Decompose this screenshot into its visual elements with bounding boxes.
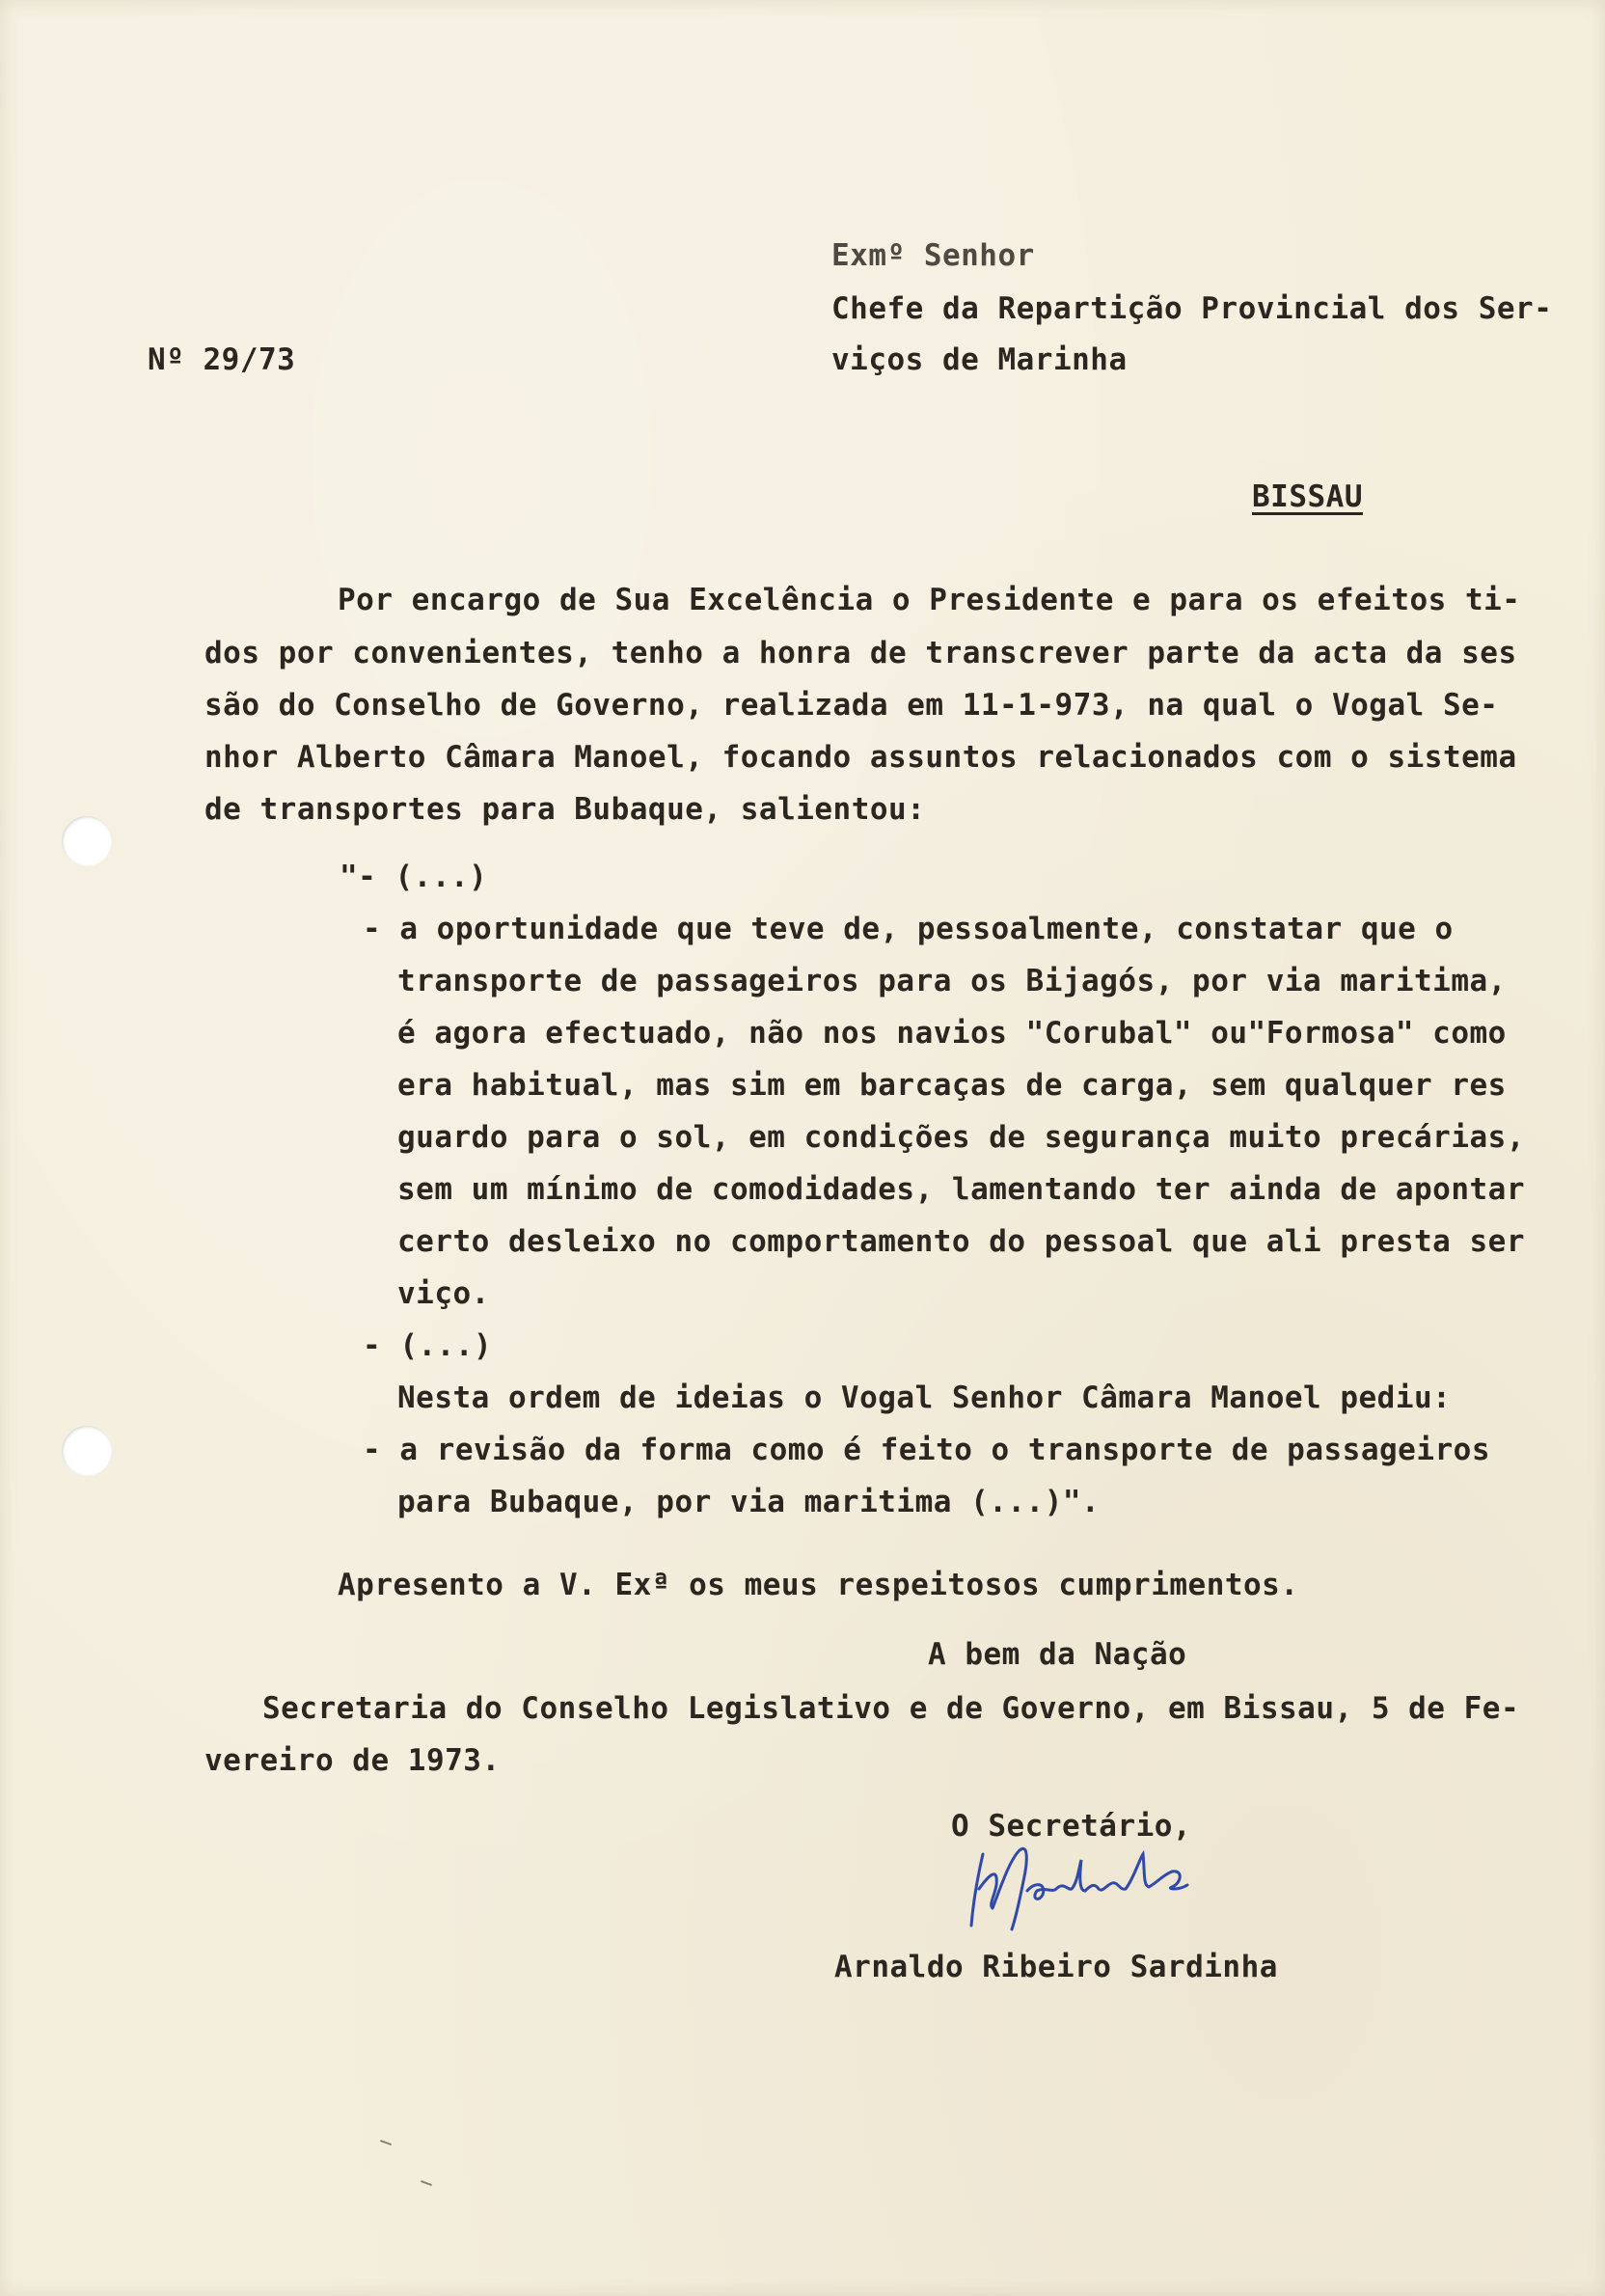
body-line: nhor Alberto Câmara Manoel, focando assuntos relacionados com o sistema bbox=[204, 740, 1517, 775]
motto: A bem da Nação bbox=[928, 1637, 1187, 1672]
reference-number: Nº 29/73 bbox=[148, 342, 296, 377]
signatory-title: O Secretário, bbox=[951, 1809, 1192, 1844]
request-line: - a revisão da forma como é feito o transporte de passageiros bbox=[363, 1433, 1490, 1467]
addressee-city: BISSAU bbox=[1252, 479, 1363, 514]
paper-speck bbox=[380, 2140, 392, 2146]
body-line: Por encargo de Sua Excelência o Presidente e para os efeitos ti- bbox=[338, 583, 1521, 617]
quote-open: "- (...) bbox=[340, 860, 488, 894]
quote-item-line: é agora efectuado, não nos navios "Corubal" ou"Formosa" como bbox=[397, 1016, 1507, 1051]
quote-item-line: certo desleixo no comportamento do pessoal que ali presta ser bbox=[397, 1224, 1525, 1259]
request-line: para Bubaque, por via maritima (...)". bbox=[397, 1485, 1101, 1519]
place-date-line: Secretaria do Conselho Legislativo e de Governo, em Bissau, 5 de Fe- bbox=[262, 1691, 1520, 1726]
quote-item-line: era habitual, mas sim em barcaças de carga, sem qualquer res bbox=[397, 1068, 1507, 1103]
quote-item-line: sem um mínimo de comodidades, lamentando ter ainda de apontar bbox=[397, 1172, 1525, 1207]
body-line: são do Conselho de Governo, realizada em 11-1-973, na qual o Vogal Se- bbox=[204, 688, 1499, 723]
paper-speck bbox=[421, 2180, 432, 2186]
request-intro: Nesta ordem de ideias o Vogal Senhor Câmara Manoel pediu: bbox=[397, 1380, 1452, 1415]
punch-hole-lower bbox=[62, 1426, 112, 1476]
quote-item-line: viço. bbox=[397, 1276, 490, 1311]
quote-item-line: - a oportunidade que teve de, pessoalmente, constatar que o bbox=[363, 912, 1454, 946]
place-date-line: vereiro de 1973. bbox=[204, 1743, 501, 1778]
body-line: dos por convenientes, tenho a honra de transcrever parte da acta da ses bbox=[204, 636, 1517, 670]
closing-line: Apresento a V. Exª os meus respeitosos cumprimentos. bbox=[338, 1568, 1299, 1602]
salutation: Exmº Senhor bbox=[831, 238, 1035, 273]
quote-ellipsis: - (...) bbox=[363, 1328, 493, 1363]
addressee-line-1: Chefe da Repartição Provincial dos Ser- bbox=[831, 291, 1553, 326]
addressee-line-2: viços de Marinha bbox=[831, 342, 1128, 377]
punch-hole-upper bbox=[62, 816, 112, 866]
quote-item-line: transporte de passageiros para os Bijagós, por via maritima, bbox=[397, 964, 1507, 998]
handwritten-signature bbox=[960, 1833, 1211, 1939]
quote-item-line: guardo para o sol, em condições de segurança muito precárias, bbox=[397, 1120, 1525, 1155]
signatory-name: Arnaldo Ribeiro Sardinha bbox=[834, 1950, 1278, 1984]
body-line: de transportes para Bubaque, salientou: bbox=[204, 792, 926, 827]
